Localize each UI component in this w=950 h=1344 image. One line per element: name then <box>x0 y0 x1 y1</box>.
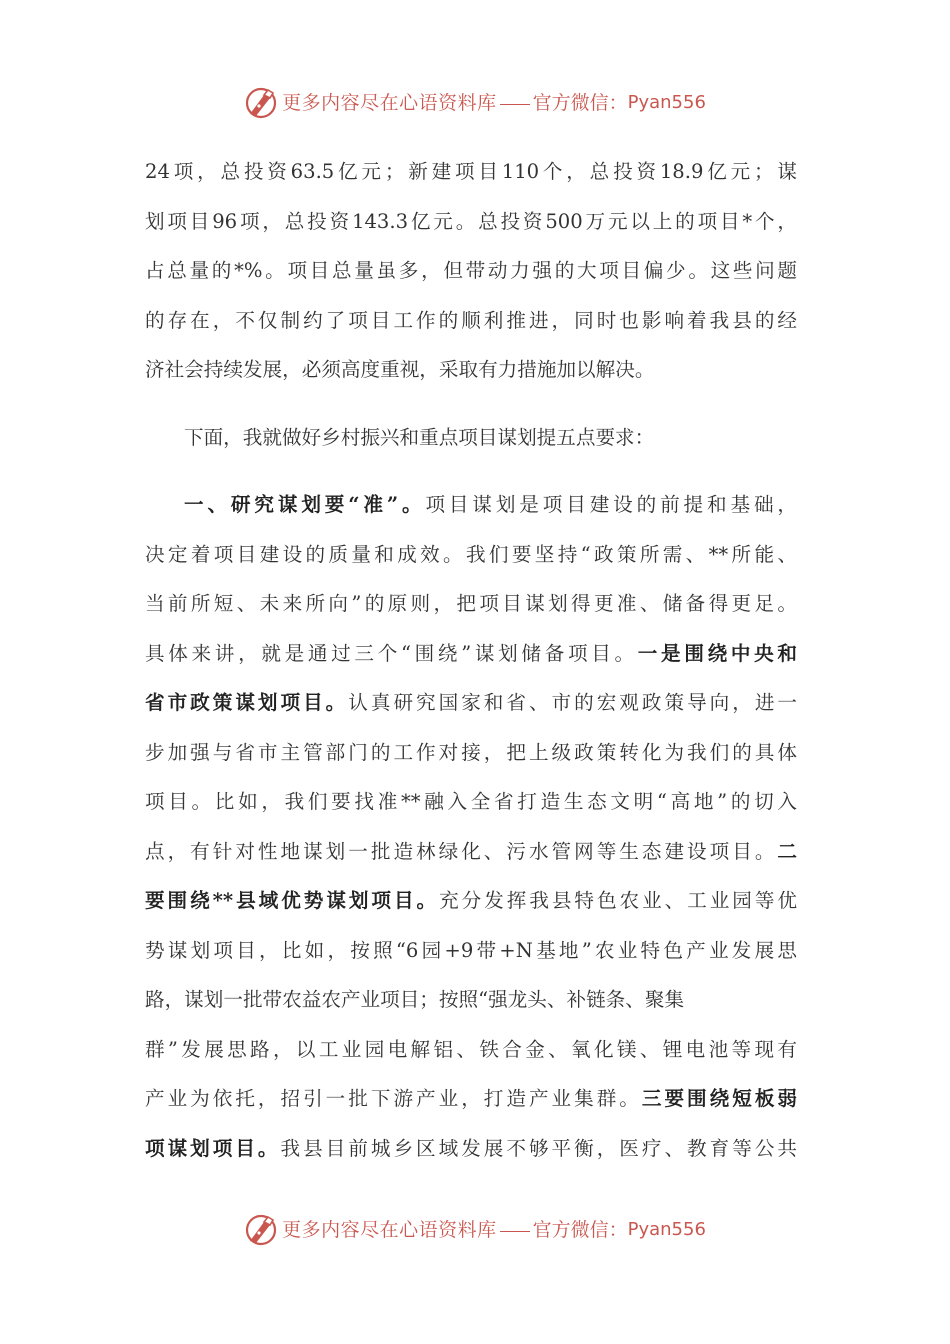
text-line: 一、研究谋划要“准”。项目谋划是项目建设的前提和基础， <box>184 493 797 516</box>
wechat-id: Pyan556 <box>627 1219 706 1240</box>
text-line: 群”发展思路，以工业园电解铝、铁合金、氧化镁、锂电池等现有 <box>145 1037 797 1061</box>
wechat-label: 官方微信： <box>532 91 628 114</box>
wechat-label: 官方微信： <box>532 1218 628 1241</box>
library-text: 更多内容尽在心语资料库 <box>282 1218 497 1241</box>
text-line: 步加强与省市主管部门的工作对接，把上级政策转化为我们的具体 <box>145 740 797 764</box>
pen-nib-logo-icon <box>244 1213 278 1247</box>
paragraph-intro <box>145 413 797 463</box>
paragraph-investment-summary <box>145 147 797 395</box>
library-text: 更多内容尽在心语资料库 <box>282 91 497 114</box>
pen-nib-logo-icon <box>244 86 278 120</box>
text-line: 势谋划项目，比如，按照“6园+9带+N基地”农业特色产业发展思 <box>145 938 797 962</box>
header-watermark-banner <box>0 86 950 120</box>
text-line: 的存在，不仅制约了项目工作的顺利推进，同时也影响着我县的经 <box>145 308 797 332</box>
text-line: 具体来讲，就是通过三个“围绕”谋划储备项目。一是围绕中央和 <box>145 641 797 665</box>
text-line: 省市政策谋划项目。认真研究国家和省、市的宏观政策导向，进一 <box>145 691 797 714</box>
bold-point: 要围绕**县域优势谋划项目。 <box>145 889 440 912</box>
text-line: 占总量的*%。项目总量虽多，但带动力强的大项目偏少。这些问题 <box>145 259 797 282</box>
text-line: 项谋划项目。我县目前城乡区域发展不够平衡，医疗、教育等公共 <box>145 1136 797 1160</box>
footer-watermark-banner <box>0 1213 950 1247</box>
text-line: 决定着项目建设的质量和成效。我们要坚持“政策所需、**所能、 <box>145 542 797 566</box>
bold-point: 三要围绕短板弱 <box>641 1087 797 1110</box>
bold-point: 项谋划项目。 <box>145 1136 281 1160</box>
bold-point: 省市政策谋划项目。 <box>145 691 349 714</box>
text-line: 路，谋划一批带农益农产业项目；按照“强龙头、补链条、聚集 <box>145 988 685 1011</box>
paragraph-section-one <box>145 480 797 1173</box>
bold-point: 二 <box>777 839 797 863</box>
section-heading: 一、研究谋划要“准”。 <box>184 493 426 516</box>
text-line: 划项目96项，总投资143.3亿元。总投资500万元以上的项目*个， <box>145 209 797 233</box>
text-line: 24项，总投资63.5亿元；新建项目110个，总投资18.9亿元；谋 <box>145 160 797 183</box>
text-line: 下面，我就做好乡村振兴和重点项目谋划提五点要求： <box>184 425 655 449</box>
text-line: 要围绕**县域优势谋划项目。充分发挥我县特色农业、工业园等优 <box>145 889 797 912</box>
text-line: 产业为依托，招引一批下游产业，打造产业集群。三要围绕短板弱 <box>145 1087 797 1110</box>
wechat-id: Pyan556 <box>627 92 706 113</box>
banner-dash <box>500 104 530 105</box>
text-line: 当前所短、未来所向”的原则，把项目谋划得更准、储备得更足。 <box>145 592 797 615</box>
text-line: 项目。比如，我们要找准**融入全省打造生态文明“高地”的切入 <box>145 790 797 813</box>
text-line: 点，有针对性地谋划一批造林绿化、污水管网等生态建设项目。二 <box>145 839 797 863</box>
bold-point: 一是围绕中央和 <box>637 641 797 665</box>
document-body <box>145 147 797 1173</box>
text-line: 济社会持续发展，必须高度重视，采取有力措施加以解决。 <box>145 358 655 381</box>
banner-dash <box>500 1231 530 1232</box>
